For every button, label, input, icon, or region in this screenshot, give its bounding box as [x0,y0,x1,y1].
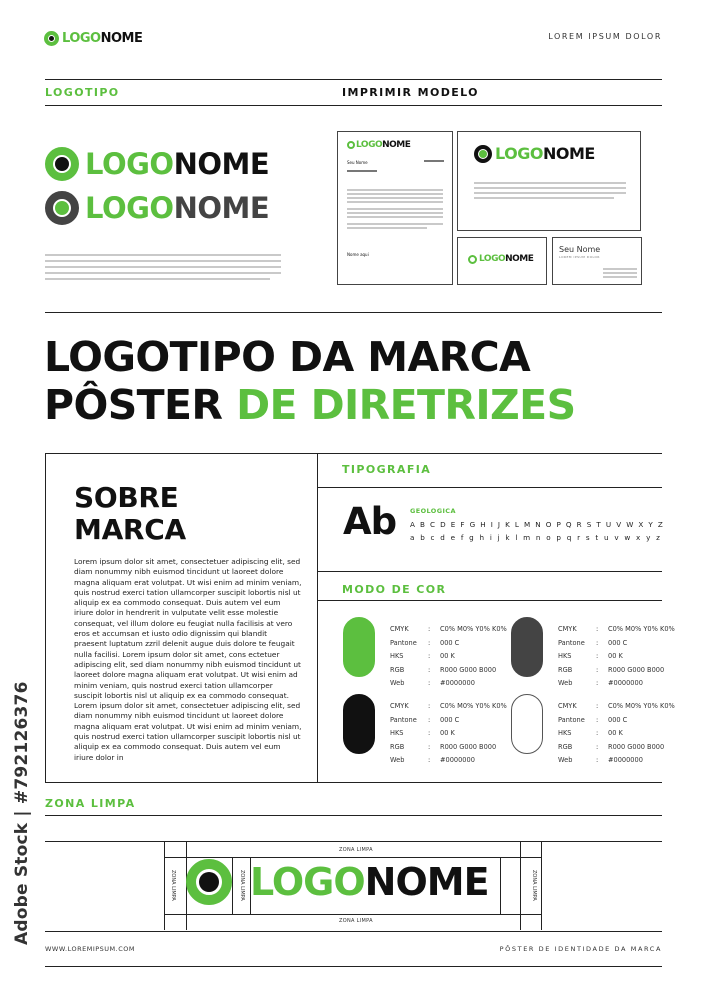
color-spec-colon: : [428,679,431,687]
color-spec-colon: : [428,756,431,764]
color-spec-table [388,699,509,769]
color-spec-value: #0000000 [608,756,643,764]
poster-title-line2b: DE DIRETRIZES [236,381,576,429]
color-spec-value: R000 G000 B000 [440,665,497,674]
color-spec-key: CMYK [390,625,409,633]
color-spec-value: C0% M0% Y0% K0% [608,702,675,710]
logotipo-placeholder-text [45,254,281,284]
color-spec-colon: : [428,652,431,660]
letterhead-sign: Nome aqui [347,252,369,257]
color-spec-colon: : [428,638,431,647]
color-spec-table [388,622,509,692]
color-spec-colon: : [596,702,599,710]
color-spec-key: CMYK [558,625,577,633]
logo-part1: LOGO [85,147,174,181]
stock-watermark [10,681,34,945]
color-spec-key: HKS [558,729,572,737]
logo-part2: NOME [505,254,534,264]
logo-part1: LOGO [62,31,101,46]
section-tipografia-label: TIPOGRAFIA [342,463,432,476]
color-swatch [343,617,375,677]
color-swatch [511,617,543,677]
color-spec-key: Web [558,679,573,687]
color-spec-value: C0% M0% Y0% K0% [440,625,507,633]
envelope-mockup [457,131,641,231]
color-spec-key: Pantone [558,638,585,647]
about-title-line1: SOBRE [74,481,179,514]
typography-lowercase: a b c d e f g h i j k l m n o p q r s t u v w x y z [410,533,662,542]
color-spec-value: C0% M0% Y0% K0% [440,702,507,710]
logo-part2: NOME [364,860,489,904]
logo-ring-icon [45,147,79,181]
logo-part1: LOGO [495,144,543,163]
color-spec-value: #0000000 [608,679,643,687]
color-spec-key: Web [390,756,405,764]
logo-ring-icon [468,255,477,264]
business-card-front [457,237,547,285]
color-spec-key: Pantone [390,638,417,647]
logo-ring-icon [44,31,59,46]
color-spec-value: R000 G000 B000 [608,742,665,751]
logo-part2: NOME [382,140,411,150]
color-spec-value: 000 C [608,715,628,724]
logo-secondary [45,191,269,225]
color-spec-table [556,622,677,692]
about-title [74,482,186,546]
color-spec-value: R000 G000 B000 [440,742,497,751]
color-spec-colon: : [596,665,599,674]
color-spec-value: #0000000 [440,679,475,687]
color-spec-colon: : [596,715,599,724]
logo-part1: LOGO [479,254,506,264]
clear-zone-caption-left: ZONA LIMPA [170,870,176,901]
section-modo-de-cor-label: MODO DE COR [342,583,447,596]
about-body: Lorem ipsum dolor sit amet, consectetuer adipiscing elit, sed diam nonummy nibh euismod tincidunt ut laoreet dolore magna aliquam erat volutpat. Ut wisi enim ad minim veniam, quis nostrud exerci tation ullamcorper suscipit lobortis nisl ut aliquip ex ea commodo consequat. Duis autem vel eum iriure dolor in hendrerit in vulputate velit esse molestie consequat, vel illum dolore eu feugiat nulla facilisis at vero eros et accumsan et iusto odio dignissim qui blandit praesent luptatum zzril delenit augue duis dolore te feugait nulla facilisi. Lorem ipsum dolor sit amet, cons ectetuer adipiscing elit, sed diam nonummy nibh euismod tincidunt ut laoreet dolore magna aliquam erat volutpat. Ut wisi enim ad minim veniam, quis nostrud exerci tation ullamcorper suscipit lobortis nisl ut aliquip ex ea commodo consequat. Lorem ipsum dolor sit amet, consectetuer adipiscing elit, sed diam nonummy nibh euismod tincidunt ut laoreet dolore magna aliquam erat volutpat. Ut wisi enim ad minim veniam, quis nostrud exerci tation ullamcorper suscipit lobortis nisl ut aliquip ex ea commodo consequat. Duis autem vel eum iriure dolor in [74,557,302,762]
color-spec-colon: : [596,625,599,633]
color-spec-table [556,699,677,769]
clear-zone-logo [186,859,489,905]
stock-watermark-text: Adobe Stock | #792126376 [12,681,32,945]
logo-ring-icon [45,191,79,225]
color-spec-key: Web [558,756,573,764]
logo-part1: LOGO [85,191,174,225]
color-spec-colon: : [428,665,431,674]
business-card-back [552,237,642,285]
color-spec-colon: : [428,702,431,710]
footer-website: WWW.LOREMIPSUM.COM [45,945,135,953]
color-spec-key: Pantone [558,715,585,724]
color-spec-key: HKS [390,652,404,660]
color-spec-colon: : [596,742,599,751]
section-imprimir-label: IMPRIMIR MODELO [342,86,479,99]
logo-part2: NOME [100,31,143,46]
logo-ring-icon [347,141,355,149]
color-spec-colon: : [596,652,599,660]
section-logotipo-label: LOGOTIPO [45,86,120,99]
logo-ring-icon [186,859,232,905]
color-spec-key: RGB [390,742,405,751]
color-spec-value: 00 K [608,729,623,737]
color-spec-value: 000 C [440,715,460,724]
logo-part2: NOME [542,144,595,163]
logo-part1: LOGO [250,860,365,904]
logo-part2: NOME [173,191,270,225]
poster-title-line1: LOGOTIPO DA MARCA [44,333,531,381]
logo-part1: LOGO [356,140,383,150]
clear-zone-diagram [164,842,542,930]
color-spec-key: Pantone [390,715,417,724]
color-swatch [511,694,543,754]
color-spec-colon: : [596,756,599,764]
poster-title [44,333,576,429]
color-spec-value: #0000000 [440,756,475,764]
footer-title: PÔSTER DE IDENTIDADE DA MARCA [499,945,662,953]
typography-uppercase: A B C D E F G H I J K L M N O P Q R S T U V W X Y Z [410,520,665,529]
color-spec-colon: : [428,729,431,737]
color-spec-value: R000 G000 B000 [608,665,665,674]
color-swatch [343,694,375,754]
poster-title-line2a: PÔSTER [44,381,223,429]
color-spec-key: HKS [390,729,404,737]
color-spec-colon: : [428,625,431,633]
card-back-name: Seu Nome [559,245,601,254]
color-spec-colon: : [428,742,431,751]
color-spec-value: 00 K [440,729,455,737]
logo-ring-icon [474,145,492,163]
header-logo [44,31,142,46]
color-spec-value: 00 K [440,652,455,660]
color-spec-key: CMYK [390,702,409,710]
color-spec-key: HKS [558,652,572,660]
color-spec-key: RGB [390,665,405,674]
logo-primary [45,147,269,181]
clear-zone-caption-bottom: ZONA LIMPA [339,918,373,924]
color-spec-key: RGB [558,665,573,674]
typography-font-name: GEOLOGICA [410,507,456,515]
color-spec-colon: : [428,715,431,724]
color-spec-colon: : [596,729,599,737]
color-spec-value: 000 C [608,638,628,647]
logo-part2: NOME [173,147,270,181]
typography-sample: Ab [343,500,397,543]
card-back-subtitle: LOREM IPSUM DOLOR [559,255,600,259]
clear-zone-caption-right: ZONA LIMPA [531,870,537,901]
color-spec-value: 00 K [608,652,623,660]
about-title-line2: MARCA [74,513,186,546]
color-spec-colon: : [596,638,599,647]
color-spec-key: CMYK [558,702,577,710]
clear-zone-caption-inner: ZONA LIMPA [239,870,245,901]
color-spec-key: Web [390,679,405,687]
color-spec-colon: : [596,679,599,687]
color-spec-key: RGB [558,742,573,751]
header-right-text: LOREM IPSUM DOLOR [548,32,662,41]
section-zona-limpa-label: ZONA LIMPA [45,797,136,810]
color-spec-value: C0% M0% Y0% K0% [608,625,675,633]
color-spec-value: 000 C [440,638,460,647]
about-box [45,453,318,783]
clear-zone-caption-top: ZONA LIMPA [339,847,373,853]
letterhead-mockup [337,131,453,285]
letterhead-name: Seu Nome [347,160,368,165]
